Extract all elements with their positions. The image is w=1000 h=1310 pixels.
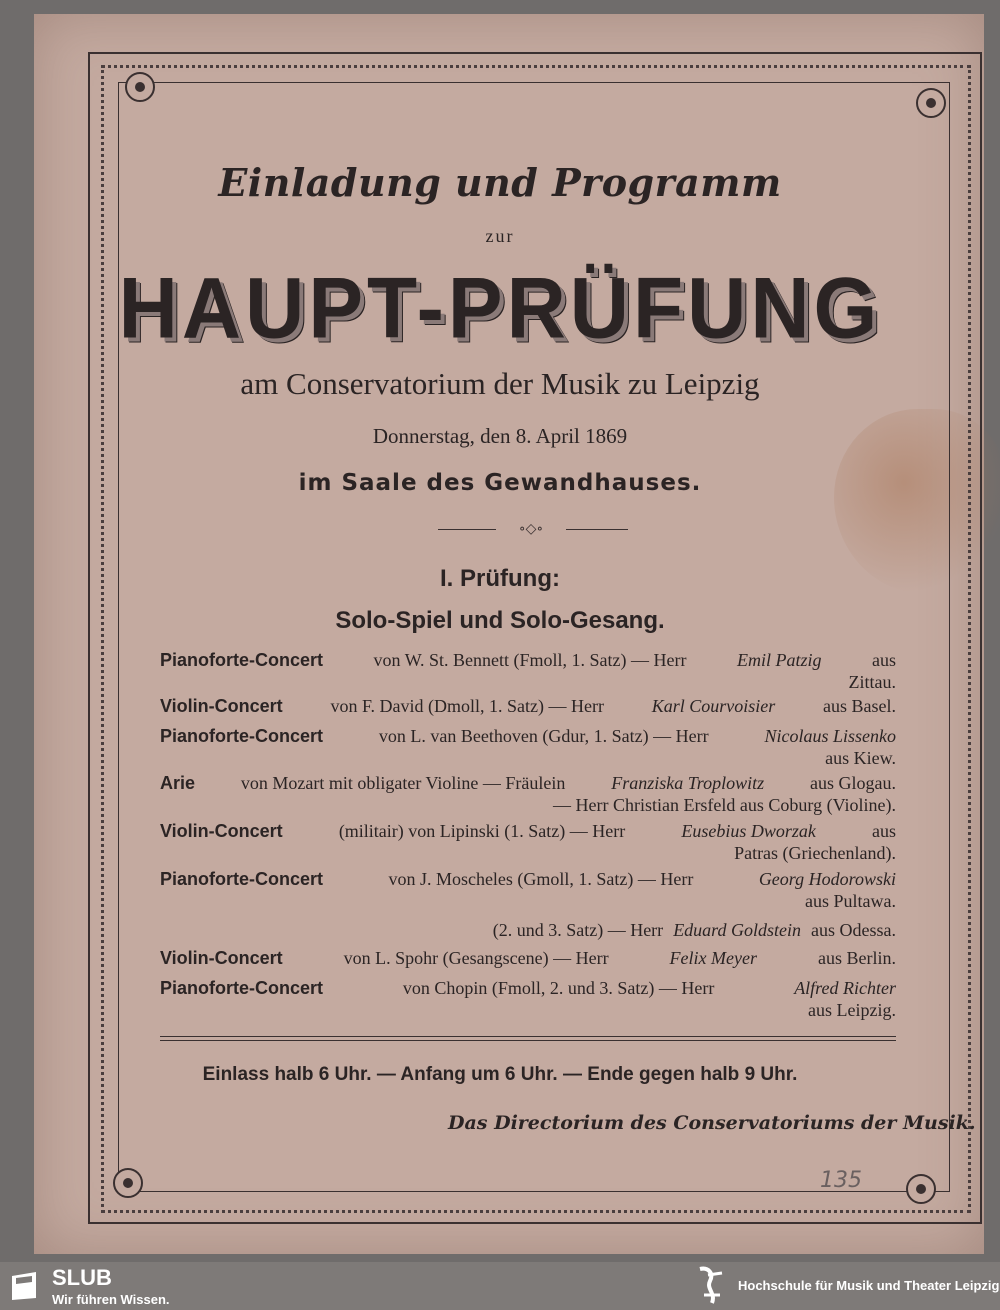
corner-ornament-bottom-left	[113, 1168, 143, 1198]
program-performer: Eduard Goldstein	[673, 920, 802, 940]
program-item	[160, 948, 896, 969]
corner-ornament-bottom-right	[906, 1174, 936, 1204]
program-item	[160, 650, 896, 693]
program-item-continuation: — Herr Christian Ersfeld aus Coburg (Violine).	[552, 795, 896, 815]
program-piece: Pianoforte-Concert	[160, 869, 324, 889]
program-item-line	[160, 920, 896, 941]
program-item-line	[160, 650, 896, 671]
program-details: (militair) von Lipinski (1. Satz) — Herr	[338, 821, 626, 841]
heading-zur: zur	[485, 226, 515, 246]
program-item-line	[160, 773, 896, 794]
program-details: von L. Spohr (Gesangscene) — Herr	[343, 948, 609, 968]
program-origin: aus	[872, 821, 896, 841]
program-item-line	[160, 978, 896, 999]
program-origin: aus Odessa.	[811, 920, 896, 940]
program-piece: Violin-Concert	[160, 696, 283, 716]
slub-name: SLUB	[52, 1265, 112, 1290]
program-performer: Eusebius Dworzak	[681, 821, 816, 841]
heading-invitation: Einladung und Programm	[218, 160, 782, 205]
section-subtitle: Solo-Spiel und Solo-Gesang.	[335, 607, 665, 634]
venue-line: im Saale des Gewandhauses.	[298, 470, 702, 496]
hmt-name: Hochschule für Musik und Theater Leipzig	[738, 1278, 1000, 1293]
program-origin: aus	[872, 650, 896, 670]
footer-bar	[0, 1262, 1000, 1310]
program-item	[160, 726, 896, 769]
program-item	[160, 696, 896, 717]
rule-top	[160, 1036, 896, 1037]
program-item-continuation: Zittau.	[848, 672, 896, 692]
section-title: I. Prüfung:	[440, 565, 560, 592]
program-details: von W. St. Bennett (Fmoll, 1. Satz) — Herr	[373, 650, 687, 670]
program-item-line	[160, 726, 896, 747]
program-piece: Pianoforte-Concert	[160, 650, 324, 670]
institution-line: am Conservatorium der Musik zu Leipzig	[240, 366, 760, 401]
program-piece: Pianoforte-Concert	[160, 726, 324, 746]
program-origin: aus Basel.	[823, 696, 896, 716]
program-performer: Alfred Richter	[794, 978, 896, 998]
program-item-continuation: aus Pultawa.	[805, 891, 896, 911]
program-performer: Felix Meyer	[669, 948, 757, 968]
ornamental-border-inner	[118, 82, 950, 1192]
divider-ornament: ∘◇∘	[496, 521, 566, 537]
program-piece: Pianoforte-Concert	[160, 978, 324, 998]
program-details: von L. van Beethoven (Gdur, 1. Satz) — Herr	[378, 726, 709, 746]
slub-tagline: Wir führen Wissen.	[52, 1292, 170, 1307]
program-origin: aus Berlin.	[817, 948, 896, 968]
program-details: von F. David (Dmoll, 1. Satz) — Herr	[330, 696, 604, 716]
program-details: von J. Moscheles (Gmoll, 1. Satz) — Herr	[388, 869, 694, 889]
program-item-line	[160, 869, 896, 890]
program-item-line	[160, 821, 896, 842]
main-title: HAUPT-PRÜFUNG	[118, 260, 882, 357]
program-performer: Georg Hodorowski	[758, 869, 896, 889]
signature-line: Das Directorium des Conservatoriums der Musik.	[448, 1112, 976, 1134]
program-details: (2. und 3. Satz) — Herr	[492, 920, 664, 940]
program-item	[160, 773, 896, 816]
corner-ornament-top-right	[916, 88, 946, 118]
program-item-line	[160, 696, 896, 717]
times-line: Einlass halb 6 Uhr. — Anfang um 6 Uhr. — Ende gegen halb 9 Uhr.	[202, 1064, 798, 1085]
program-item-continuation: aus Kiew.	[825, 748, 896, 768]
hmt-logo-icon	[694, 1265, 728, 1307]
date-line: Donnerstag, den 8. April 1869	[372, 424, 628, 448]
program-piece: Violin-Concert	[160, 821, 283, 841]
program-item	[160, 920, 896, 941]
program-item	[160, 978, 896, 1021]
program-item-continuation: Patras (Griechenland).	[734, 843, 896, 863]
program-item	[160, 869, 896, 912]
program-performer: Nicolaus Lissenko	[764, 726, 896, 746]
program-item	[160, 821, 896, 864]
program-origin: aus Glogau.	[810, 773, 896, 793]
program-performer: Emil Patzig	[737, 650, 822, 670]
program-item-line	[160, 948, 896, 969]
rule-bottom	[160, 1040, 896, 1041]
program-performer: Franziska Troplowitz	[611, 773, 765, 793]
corner-ornament-top-left	[125, 72, 155, 102]
slub-logo-icon	[10, 1270, 40, 1302]
program-piece: Violin-Concert	[160, 948, 283, 968]
pencil-note: 135	[820, 1168, 862, 1193]
program-item-continuation: aus Leipzig.	[808, 1000, 896, 1020]
program-piece: Arie	[160, 773, 196, 793]
program-details: von Chopin (Fmoll, 2. und 3. Satz) — Herr	[402, 978, 715, 998]
program-details: von Mozart mit obligater Violine — Fräulein	[240, 773, 566, 793]
program-performer: Karl Courvoisier	[651, 696, 776, 716]
